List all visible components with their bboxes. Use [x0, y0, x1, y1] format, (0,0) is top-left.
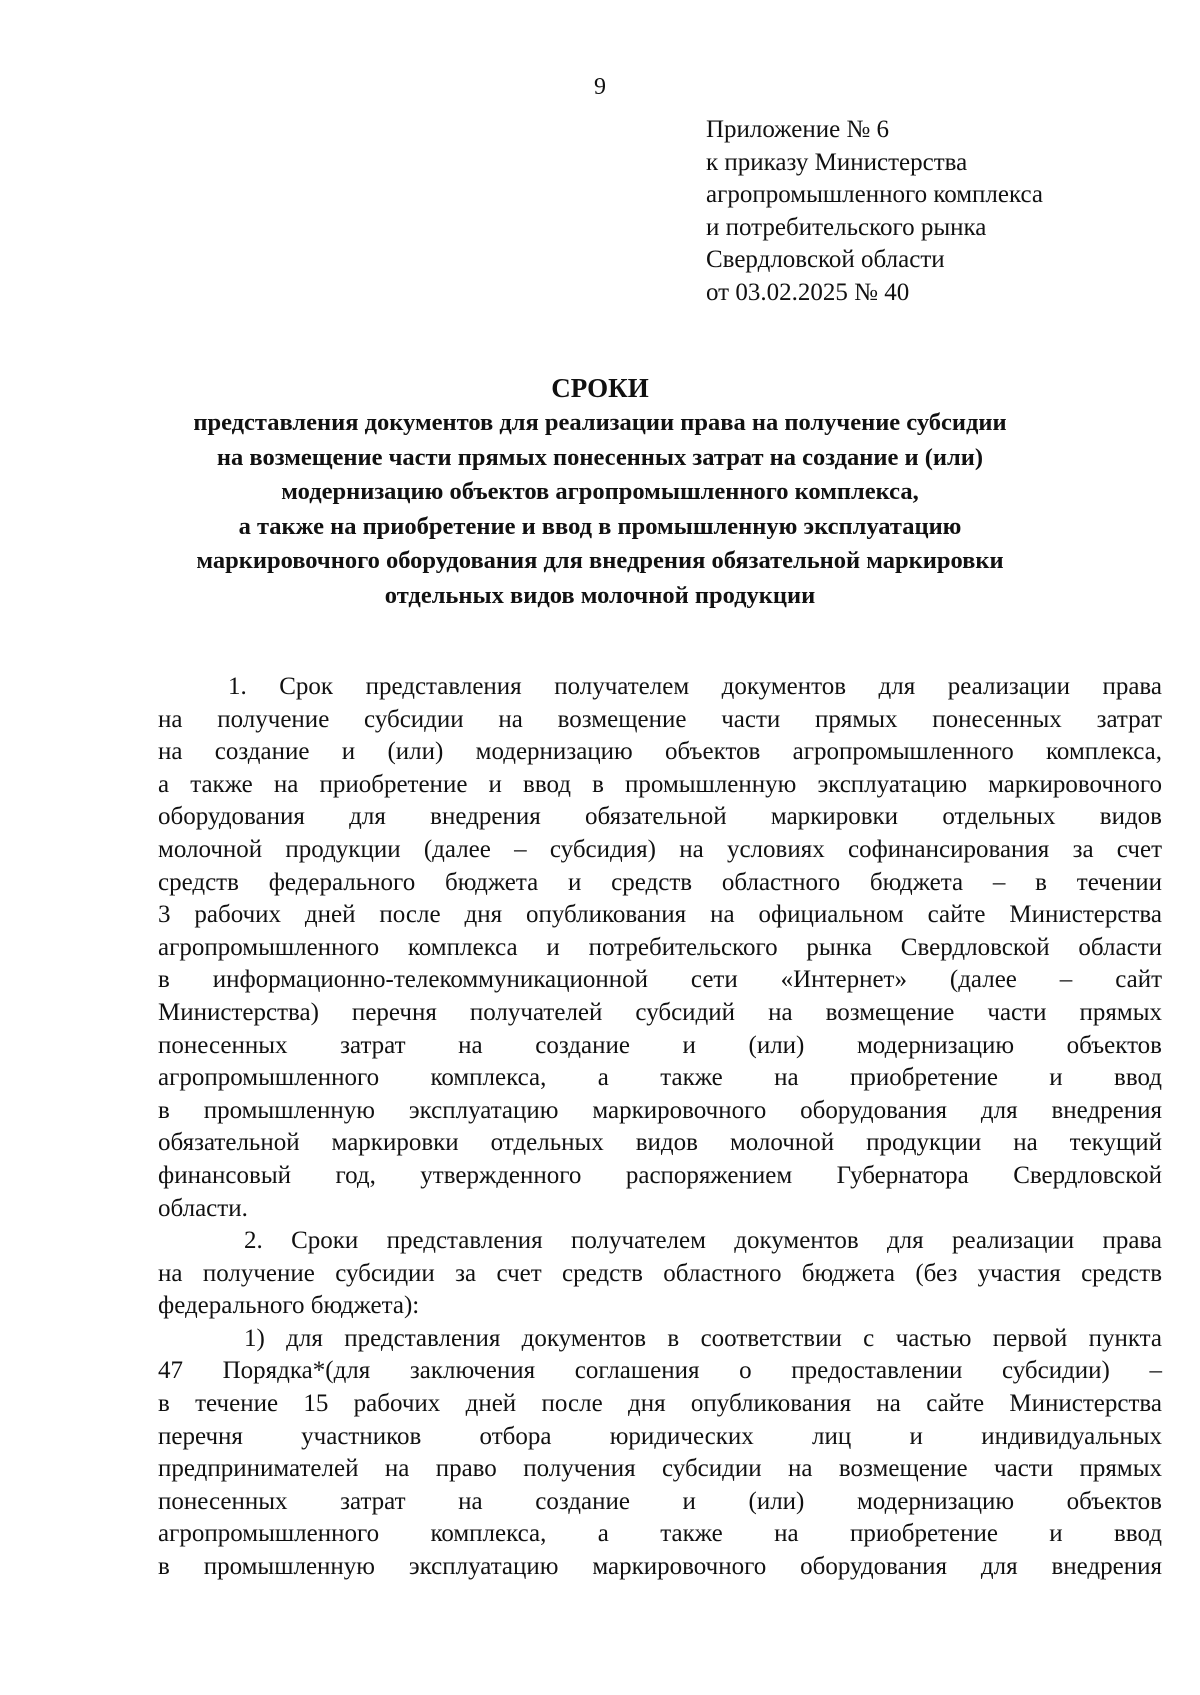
page-number: 9 [594, 74, 606, 100]
paragraph-3-line: в промышленную эксплуатацию маркировочного оборудования для внедрения [158, 1553, 1162, 1581]
paragraph-2-line: федерального бюджета): [158, 1292, 420, 1320]
document-title [0, 370, 1200, 613]
subtitle-line: а также на приобретение и ввод в промышленную эксплуатацию [238, 512, 962, 540]
paragraph-3-line: 47 Порядка*(для заключения соглашения о предоставлении субсидии) – [158, 1357, 1162, 1385]
appendix-line: Свердловской области [706, 246, 945, 273]
appendix-line: Приложение № 6 [706, 116, 890, 143]
subtitle-line: отдельных видов молочной продукции [384, 581, 816, 609]
paragraph-1-line: обязательной маркировки отдельных видов молочной продукции на текущий [158, 1129, 1162, 1157]
title-heading: СРОКИ [551, 373, 649, 403]
paragraph-1-line: а также на приобретение и ввод в промышленную эксплуатацию маркировочного [158, 770, 1162, 798]
paragraph-1-line: Министерства) перечня получателей субсидий на возмещение части прямых [158, 998, 1162, 1026]
paragraph-3-line: агропромышленного комплекса, а также на приобретение и ввод [158, 1520, 1162, 1548]
paragraph-3-line: 1) для представления документов в соответствии с частью первой пункта [244, 1324, 1162, 1352]
paragraph-1-line: молочной продукции (далее – субсидия) на условиях софинансирования за счет [158, 835, 1162, 863]
paragraph-3-line: понесенных затрат на создание и (или) модернизацию объектов [158, 1487, 1162, 1515]
subtitle-line: маркировочного оборудования для внедрения обязательной маркировки [196, 547, 1004, 574]
paragraph-1-line: 1. Срок представления получателем документов для реализации права [228, 673, 1162, 700]
paragraph-1-line: средств федерального бюджета и средств областного бюджета – в течении [158, 868, 1162, 896]
paragraph-1-line: оборудования для внедрения обязательной маркировки отдельных видов [158, 803, 1162, 831]
paragraph-3-line: в течение 15 рабочих дней после дня опубликования на сайте Министерства [158, 1390, 1162, 1418]
paragraph-1-line: на получение субсидии на возмещение части прямых понесенных затрат [158, 705, 1162, 733]
appendix-line: от 03.02.2025 № 40 [706, 278, 910, 306]
title-subtitle [0, 406, 1200, 613]
paragraph-1-line: финансовый год, утвержденного распоряжением Губернатора Свердловской [158, 1161, 1162, 1189]
subtitle-line: представления документов для реализации права на получение субсидии [193, 409, 1007, 436]
body-text [158, 671, 1162, 1584]
paragraph-2-line: на получение субсидии за счет средств областного бюджета (без участия средств [158, 1259, 1162, 1287]
appendix-line: агропромышленного комплекса [706, 181, 1044, 208]
paragraph-2-line: 2. Сроки представления получателем документов для реализации права [244, 1227, 1162, 1255]
subtitle-line: на возмещение части прямых понесенных затрат на создание и (или) [216, 443, 984, 471]
paragraph-1-line: в информационно-телекоммуникационной сети «Интернет» (далее – сайт [158, 966, 1162, 994]
paragraph-1-line: понесенных затрат на создание и (или) модернизацию объектов [158, 1031, 1162, 1059]
paragraph-1-line: в промышленную эксплуатацию маркировочного оборудования для внедрения [158, 1096, 1162, 1124]
appendix-line: и потребительского рынка [706, 213, 987, 241]
paragraph-1-line: агропромышленного комплекса и потребительского рынка Свердловской области [158, 933, 1162, 961]
appendix-block [706, 114, 1166, 309]
paragraph-1-line: области. [158, 1194, 248, 1222]
paragraph-1-line: 3 рабочих дней после дня опубликования на официальном сайте Министерства [158, 901, 1162, 929]
subtitle-line: модернизацию объектов агропромышленного комплекса, [281, 478, 919, 505]
paragraph-3-line: предпринимателей на право получения субсидии на возмещение части прямых [158, 1455, 1162, 1483]
appendix-line: к приказу Министерства [706, 148, 968, 176]
paragraph-1-line: агропромышленного комплекса, а также на приобретение и ввод [158, 1064, 1162, 1092]
paragraph-3-line: перечня участников отбора юридических лиц и индивидуальных [158, 1422, 1162, 1450]
paragraph-1-line: на создание и (или) модернизацию объектов агропромышленного комплекса, [158, 738, 1162, 766]
